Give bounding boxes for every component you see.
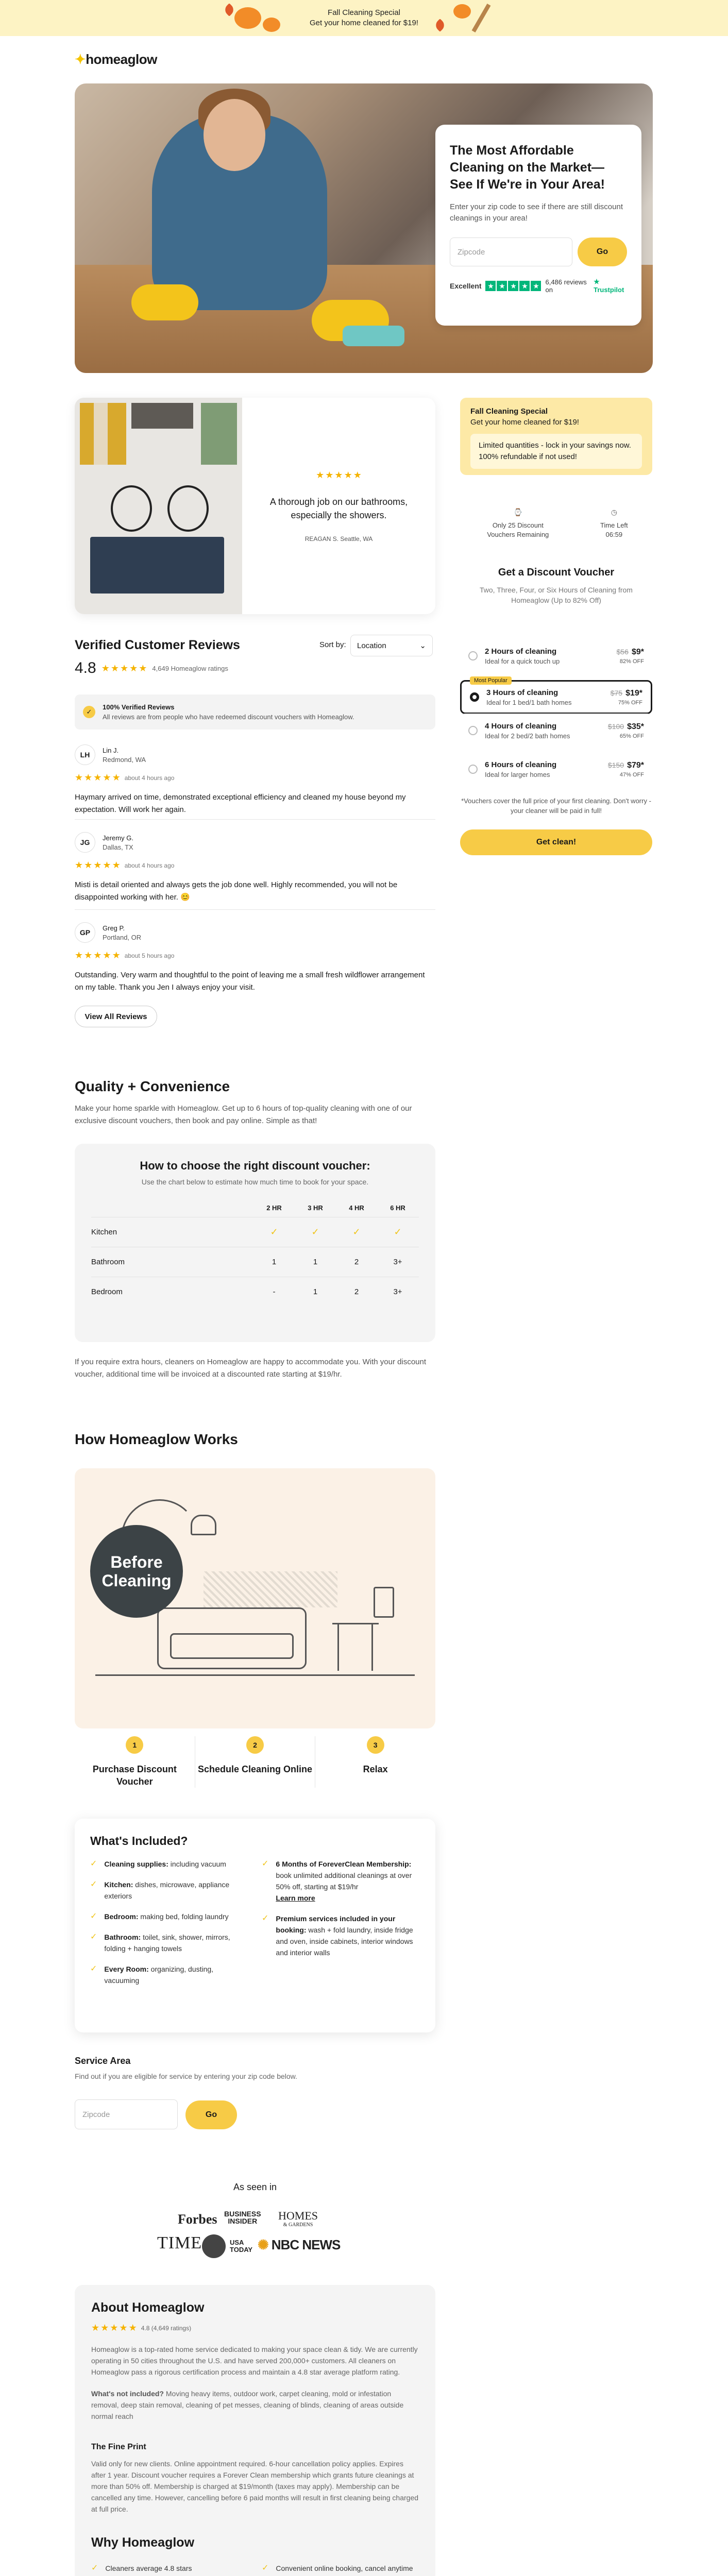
included-item-text: wash + fold laundry, inside fridge and oven, inside cabinets, interior windows and interior walls <box>276 1926 413 1957</box>
time-logo: TIME <box>157 2233 202 2252</box>
not-included-text: Moving heavy items, outdoor work, carpet cleaning, mold or infestation removal, deep stain removal, cleaning of pet messes, cleaning of blinds, cleaning of areas outside normal reach <box>91 2389 404 2420</box>
voucher-name: 6 Hours of cleaning <box>485 760 557 769</box>
included-item-title: 6 Months of ForeverClean Membership: <box>276 1860 412 1868</box>
review-item <box>75 832 435 904</box>
star-icon: ★ <box>110 2323 118 2333</box>
review-stars <box>75 860 121 871</box>
sort-label: Sort by: <box>319 640 346 649</box>
how-steps <box>75 1736 435 1788</box>
table-row <box>91 1277 419 1307</box>
star-icon: ★ <box>112 950 121 960</box>
homes-line2: & GARDENS <box>283 2222 313 2228</box>
quality-text: Make your home sparkle with Homeaglow. Get up to 6 hours of top-quality cleaning with one of our exclusive discount vouchers, then book and pay online. Simple as that! <box>75 1104 412 1125</box>
voucher-name: 4 Hours of cleaning <box>485 721 557 731</box>
star-icon: ★ <box>485 281 496 291</box>
review-time: about 4 hours ago <box>124 861 175 869</box>
row-label: Bathroom <box>91 1258 125 1266</box>
homes-gardens-logo <box>278 2210 318 2229</box>
service-area-title: Service Area <box>75 2056 131 2066</box>
voucher-note: *Vouchers cover the full price of your first cleaning. Don't worry - your cleaner will be paid in full! <box>461 797 651 815</box>
step-item <box>75 1736 195 1788</box>
included-item-text: book unlimited additional cleanings at over 50% off, starting at $19/hr <box>276 1871 412 1891</box>
voucher-discount: 82% OFF <box>619 658 644 665</box>
usa-today-logo <box>202 2234 252 2258</box>
step-item <box>315 1736 435 1788</box>
clock-icon: ⌚ <box>513 508 523 516</box>
timer-icon: ◷ <box>611 508 617 516</box>
star-icon: ★ <box>316 469 325 480</box>
star-icon: ★ <box>139 663 147 673</box>
hero-zip-input[interactable] <box>450 238 572 266</box>
leaf-icon <box>433 19 446 31</box>
star-icon: ★ <box>531 281 541 291</box>
included-item <box>262 1913 420 1958</box>
voucher-old-price: $150 <box>607 760 624 769</box>
included-title: What's Included? <box>90 1834 188 1848</box>
service-zip-input[interactable] <box>75 2099 178 2129</box>
star-icon: ★ <box>93 860 102 870</box>
service-area-text: Find out if you are eligible for service by entering your zip code below. <box>75 2072 297 2080</box>
divider <box>75 909 435 910</box>
about-not-included <box>91 2388 419 2422</box>
nbc-text: NBC NEWS <box>271 2237 341 2252</box>
stat-vouchers-text: Only 25 Discount Vouchers Remaining <box>487 521 549 538</box>
about-stars <box>91 2323 137 2333</box>
voucher-discount: 47% OFF <box>619 771 644 778</box>
guide-subtitle: Use the chart below to estimate how much time to book for your space. <box>141 1178 369 1186</box>
special-title: Fall Cleaning Special <box>470 407 548 416</box>
voucher-guide <box>75 1144 435 1342</box>
review-stars <box>75 950 121 961</box>
pumpkin-icon <box>453 4 471 19</box>
voucher-option-6hr[interactable] <box>460 752 652 786</box>
step-item <box>195 1736 316 1788</box>
star-icon: ★ <box>334 469 343 480</box>
step-number: 3 <box>367 1736 384 1754</box>
bathroom-image-mirror <box>111 485 152 532</box>
star-icon: ★ <box>497 281 507 291</box>
star-icon: ★ <box>508 281 518 291</box>
star-icon: ★ <box>325 469 334 480</box>
included-item-title: Bathroom: <box>104 1933 141 1941</box>
step-label: Purchase Discount Voucher <box>92 1764 177 1787</box>
star-icon: ★ <box>129 663 138 673</box>
nbc-news-logo <box>258 2237 340 2253</box>
forbes-logo: Forbes <box>178 2212 217 2227</box>
bi-line1: BUSINESS <box>224 2210 261 2218</box>
star-icon: ★ <box>101 663 110 673</box>
voucher-new-price: $9* <box>631 647 644 656</box>
usa-line1: USA <box>230 2239 244 2246</box>
voucher-desc: Ideal for 2 bed/2 bath homes <box>485 732 570 740</box>
included-item-text: including vacuum <box>168 1860 226 1868</box>
homes-line1: HOMES <box>278 2209 318 2222</box>
hero-title: The Most Affordable Cleaning on the Market—See If We're in Your Area! <box>450 143 605 192</box>
check-icon: ✓ <box>262 1914 269 1923</box>
bathroom-image <box>75 398 242 614</box>
star-icon: ★ <box>75 860 83 870</box>
radio-button[interactable] <box>468 726 478 735</box>
included-item-text: dishes, microwave, appliance exteriors <box>104 1880 230 1900</box>
lamp-shade-illustration <box>191 1515 216 1535</box>
table-header <box>91 1198 419 1217</box>
star-icon: ★ <box>100 2323 109 2333</box>
review-item <box>75 744 435 816</box>
reviews-rating <box>75 659 228 677</box>
banner-text <box>310 8 418 28</box>
column-header: 6 HR <box>390 1204 405 1212</box>
why-title: Why Homeaglow <box>91 2535 195 2550</box>
star-icon: ★ <box>91 2323 100 2333</box>
star-icon: ★ <box>112 772 121 783</box>
rating-count: 4,649 Homeaglow ratings <box>152 664 228 672</box>
about-title: About Homeaglow <box>91 2300 205 2315</box>
row-label: Kitchen <box>91 1228 117 1236</box>
usa-today-dot-icon <box>202 2234 226 2258</box>
included-item <box>90 1858 248 1870</box>
banner-subtitle: Get your home cleaned for $19! <box>310 19 418 27</box>
check-icon: ✓ <box>352 1227 361 1237</box>
included-item <box>90 1931 248 1954</box>
hero-image-glove <box>131 284 198 320</box>
bathroom-image-vanity <box>90 537 224 594</box>
star-icon: ★ <box>75 950 83 960</box>
before-cleaning-badge: Before Cleaning <box>90 1525 183 1618</box>
voucher-title: Get a Discount Voucher <box>498 567 615 578</box>
table-cell: 1 <box>313 1258 318 1266</box>
check-icon: ✓ <box>90 1912 97 1921</box>
sort-dropdown[interactable] <box>350 635 433 656</box>
trustpilot-brand: Trustpilot <box>594 286 624 294</box>
voucher-new-price: $79* <box>627 760 644 770</box>
bathroom-image-shelf <box>131 403 193 429</box>
trustpilot-logo: ★ Trustpilot <box>594 278 624 294</box>
review-stars <box>75 772 121 783</box>
check-icon: ✓ <box>90 1933 97 1941</box>
leaf-icon <box>223 3 235 16</box>
table-cell: 1 <box>313 1287 318 1296</box>
star-icon: ★ <box>519 281 530 291</box>
included-item-title: Premium services included in your booking: <box>276 1914 396 1934</box>
trust-review-count: 6,486 reviews on <box>545 278 587 294</box>
plant-illustration <box>374 1587 394 1618</box>
hero-go-button[interactable]: Go <box>578 238 627 266</box>
fine-print-text: Valid only for new clients. Online appointment required. 6-hour cancellation policy applies. Expires after 1 year. Discount voucher requires a Forever Clean membership which grants future cleanings at more than 50% off. Membership is charged at $19/month (taxes may apply). Membership can be cancelled any time. However, cancelling before 6 paid months will result in first cleaning being charged at full price. <box>91 2460 419 2513</box>
view-all-reviews-button[interactable]: View All Reviews <box>75 1006 157 1027</box>
table-cell: - <box>273 1287 276 1296</box>
voucher-new-price: $35* <box>627 722 644 731</box>
trust-excellent: Excellent <box>450 281 482 290</box>
learn-more-link[interactable]: Learn more <box>276 1894 315 1902</box>
usa-line2: TODAY <box>230 2246 253 2253</box>
row-label: Bedroom <box>91 1287 123 1296</box>
extra-hours-note: If you require extra hours, cleaners on Homeaglow are happy to accommodate you. With your discount voucher, additional time will be invoiced at a discounted rate starting at $19/hr. <box>75 1358 427 1379</box>
reviewer-location: Dallas, TX <box>103 843 133 851</box>
voucher-name: 3 Hours of cleaning <box>486 688 558 697</box>
table-leg <box>337 1624 339 1671</box>
logo-sparkle-icon: ✦ <box>75 51 86 67</box>
avatar: GP <box>75 922 95 943</box>
logo-text: homeaglow <box>86 51 157 67</box>
included-item-title: Kitchen: <box>104 1880 133 1889</box>
get-clean-button[interactable]: Get clean! <box>460 829 652 855</box>
column-header: 2 HR <box>266 1204 282 1212</box>
voucher-old-price: $56 <box>616 647 629 656</box>
star-icon: ★ <box>120 663 129 673</box>
about-rating-text: 4.8 (4,649 ratings) <box>141 2324 192 2332</box>
stat-vouchers <box>484 507 551 539</box>
reviewer-name: Greg P. <box>103 924 125 932</box>
sidebar-stats <box>460 507 652 539</box>
star-icon: ★ <box>119 2323 128 2333</box>
most-popular-badge: Most Popular <box>470 676 512 685</box>
as-seen-in-title: As seen in <box>233 2182 277 2192</box>
stat-time-label: Time Left <box>600 521 628 529</box>
reviews-title: Verified Customer Reviews <box>75 638 240 652</box>
step-number: 1 <box>126 1736 143 1754</box>
hero-text: Enter your zip code to see if there are still discount cleanings in your area! <box>450 202 623 223</box>
verified-notice <box>75 694 435 730</box>
table-cell: 1 <box>272 1258 277 1266</box>
peacock-icon: ✺ <box>258 2237 268 2252</box>
voucher-desc: Ideal for larger homes <box>485 770 550 778</box>
review-time: about 4 hours ago <box>124 774 175 782</box>
broom-icon <box>472 4 491 32</box>
about-section <box>75 2285 435 2576</box>
included-item-title: Bedroom: <box>104 1912 139 1921</box>
included-item <box>90 1963 248 1986</box>
why-grid <box>91 2563 419 2576</box>
bathroom-image-towels <box>80 403 126 465</box>
hero-card <box>435 125 641 326</box>
verified-subtitle: All reviews are from people who have redeemed discount vouchers with Homeaglow. <box>103 713 354 721</box>
rating-stars <box>101 663 147 674</box>
step-number: 2 <box>246 1736 264 1754</box>
star-icon: ★ <box>110 663 119 673</box>
why-item <box>91 2563 248 2574</box>
star-icon: ★ <box>93 950 102 960</box>
trustpilot-rating[interactable] <box>450 278 627 294</box>
star-icon: ★ <box>93 772 102 783</box>
step-label: Schedule Cleaning Online <box>197 1764 313 1774</box>
hero-image-head <box>204 99 265 171</box>
showcase-stars <box>316 470 362 481</box>
review-text: Outstanding. Very warm and thoughtful to the point of leaving me a small fresh wildflower arrangement on my table. Thank you Jen I always enjoy your visit. <box>75 971 425 992</box>
banner-title: Fall Cleaning Special <box>328 8 400 17</box>
radio-button[interactable] <box>468 651 478 660</box>
voucher-old-price: $100 <box>607 722 624 731</box>
logo[interactable] <box>75 52 157 67</box>
special-subtitle: Get your home cleaned for $19! <box>470 418 579 427</box>
reviewer-location: Portland, OR <box>103 933 142 941</box>
star-icon: ★ <box>103 950 111 960</box>
business-insider-logo <box>224 2210 261 2225</box>
pumpkin-icon <box>234 7 261 29</box>
check-icon: ✓ <box>262 2564 269 2572</box>
why-item-text: Cleaners average 4.8 stars <box>105 2564 192 2572</box>
check-icon: ✓ <box>270 1227 278 1237</box>
guide-title: How to choose the right discount voucher: <box>140 1159 370 1172</box>
check-icon: ✓ <box>91 2564 98 2572</box>
star-icon: ★ <box>103 860 111 870</box>
fine-print-title: The Fine Print <box>91 2443 146 2451</box>
chevron-down-icon: ⌄ <box>419 641 426 650</box>
sort-value: Location <box>357 641 386 650</box>
check-icon: ✓ <box>394 1227 402 1237</box>
column-header: 4 HR <box>349 1204 364 1212</box>
not-included-title: What's not included? <box>91 2389 164 2398</box>
table-illustration <box>332 1623 379 1669</box>
site-header <box>0 36 728 82</box>
voucher-option-2hr[interactable] <box>460 639 652 673</box>
reviewer-location: Redmond, WA <box>103 755 146 764</box>
showcase-author: REAGAN S. Seattle, WA <box>304 535 373 543</box>
star-icon: ★ <box>84 772 93 783</box>
rating-value: 4.8 <box>75 659 96 676</box>
radio-button[interactable] <box>468 765 478 774</box>
dust-illustration <box>204 1571 337 1607</box>
service-go-button[interactable]: Go <box>185 2100 237 2129</box>
showcase-quote <box>242 398 435 614</box>
voucher-discount: 65% OFF <box>619 733 644 739</box>
hero-zip-form <box>450 238 627 266</box>
guide-table <box>91 1198 419 1307</box>
special-inner: Limited quantities - lock in your savings now. 100% refundable if not used! <box>470 434 642 469</box>
voucher-old-price: $75 <box>610 688 623 697</box>
included-item-text: organizing, dusting, vacuuming <box>104 1965 214 1985</box>
star-icon: ★ <box>103 772 111 783</box>
star-icon: ★ <box>344 469 352 480</box>
included-item <box>90 1911 248 1922</box>
check-icon: ✓ <box>262 1859 269 1868</box>
star-icon: ★ <box>84 860 93 870</box>
table-row <box>91 1247 419 1277</box>
star-icon: ★ <box>128 2323 137 2333</box>
voucher-desc: Ideal for a quick touch up <box>485 657 560 665</box>
hero <box>75 83 653 373</box>
star-icon: ★ <box>75 772 83 783</box>
included-item-text: making bed, folding laundry <box>138 1912 229 1921</box>
review-item <box>75 922 435 994</box>
trustpilot-stars <box>485 281 541 291</box>
table-cell: 2 <box>354 1287 359 1296</box>
avatar: LH <box>75 744 95 765</box>
check-icon: ✓ <box>90 1880 97 1889</box>
radio-button[interactable] <box>470 692 479 702</box>
check-icon: ✓ <box>90 1859 97 1868</box>
table-cell: 3+ <box>393 1258 402 1266</box>
included-item-title: Every Room: <box>104 1965 149 1973</box>
review-time: about 5 hours ago <box>124 952 175 959</box>
avatar: JG <box>75 832 95 853</box>
divider <box>75 819 435 820</box>
voucher-desc: Ideal for 1 bed/1 bath homes <box>486 698 572 706</box>
how-it-works-title: How Homeaglow Works <box>75 1431 238 1447</box>
verified-title: 100% Verified Reviews <box>103 703 175 711</box>
hero-image-cloth <box>343 326 404 346</box>
review-text: Misti is detail oriented and always gets the job done well. Highly recommended, you will not be disappointed working with her. 😊 <box>75 880 398 902</box>
step-label: Relax <box>363 1764 388 1774</box>
table-cell: 2 <box>354 1258 359 1266</box>
review-showcase <box>75 398 435 614</box>
stat-time-value: 06:59 <box>605 531 623 538</box>
floor-line <box>95 1674 415 1676</box>
star-icon: ★ <box>353 469 362 480</box>
voucher-name: 2 Hours of cleaning <box>485 647 557 656</box>
star-icon: ★ <box>84 950 93 960</box>
check-icon: ✓ <box>83 706 95 718</box>
star-icon: ★ <box>112 860 121 870</box>
quality-title: Quality + Convenience <box>75 1078 230 1094</box>
voucher-discount: 75% OFF <box>618 699 642 706</box>
voucher-option-3hr[interactable] <box>460 677 652 714</box>
why-item-text: Convenient online booking, cancel anytime <box>276 2564 413 2572</box>
sidebar-special <box>460 398 652 475</box>
review-text: Haymary arrived on time, demonstrated exceptional efficiency and cleaned my house beyond my expectation. Will work her again. <box>75 793 406 814</box>
bi-line2: INSIDER <box>228 2217 258 2225</box>
included-item-text: toilet, sink, shower, mirrors, folding + hanging towels <box>104 1933 230 1953</box>
table-cell: 3+ <box>393 1287 402 1296</box>
about-rating <box>91 2323 419 2333</box>
table-row <box>91 1217 419 1247</box>
whats-included <box>75 1819 435 2032</box>
bathroom-image-mirror <box>167 485 209 532</box>
couch-seat-illustration <box>170 1633 294 1659</box>
showcase-quote-text: A thorough job on our bathrooms, especially the showers. <box>269 496 408 520</box>
reviewer-name: Lin J. <box>103 746 119 754</box>
check-icon: ✓ <box>90 1964 97 1973</box>
before-cleaning-illustration <box>75 1468 435 1728</box>
column-header: 3 HR <box>308 1204 323 1212</box>
included-item <box>262 1858 420 1904</box>
table-leg <box>371 1624 373 1671</box>
pumpkin-icon <box>263 18 280 32</box>
bathroom-image-plant <box>201 403 237 465</box>
voucher-new-price: $19* <box>625 688 642 698</box>
reviewer-name: Jeremy G. <box>103 834 133 842</box>
promo-banner[interactable] <box>0 0 728 36</box>
voucher-option-4hr[interactable] <box>460 714 652 748</box>
stat-time <box>600 507 628 539</box>
why-item <box>262 2563 419 2574</box>
included-item <box>90 1879 248 1902</box>
check-icon: ✓ <box>311 1227 319 1237</box>
included-item-title: Cleaning supplies: <box>104 1860 168 1868</box>
about-paragraph: Homeaglow is a top-rated home service dedicated to making your space clean & tidy. We are currently operating in 50 cities throughout the U.S. and have served 200,000+ customers. All cleaners on Homeaglow pass a rigorous certification process and maintain a 4.8 star average platform rating. <box>91 2345 418 2376</box>
voucher-subtitle: Two, Three, Four, or Six Hours of Cleaning from Homeaglow (Up to 82% Off) <box>480 586 633 604</box>
